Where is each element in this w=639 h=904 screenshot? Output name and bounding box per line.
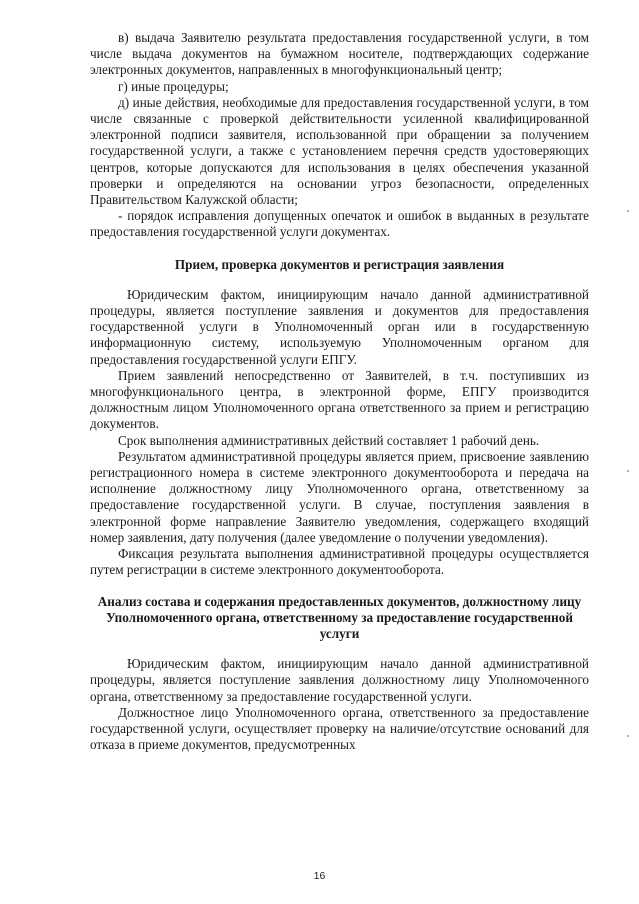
section-heading-reception: Прием, проверка документов и регистрация заявления — [174, 256, 505, 272]
paragraph-analysis-check: Должностное лицо Уполномоченного органа, ответственного за предоставление государственной услуги, осуществляет проверку на наличие/отсутствие оснований для отказа в приеме документов, предусмотренных — [90, 704, 589, 753]
paragraph-legal-fact: Юридическим фактом, инициирующим начало данной административной процедуры, является поступление заявления и документов для предоставления государственной услуги в Уполномоченный орган или в государственную информационную систему, используемую Уполномоченным органом для предоставления государственной услуги ЕПГУ. — [90, 286, 589, 367]
page-number: 16 — [313, 870, 326, 882]
paragraph-result: Результатом административной процедуры является прием, присвоение заявлению регистрационного номера в системе электронного документооборота и передача на исполнение должностному лицу Уполномоченного органа, ответственному за предоставление государственной услуги. В случае, поступления заявления в электронной форме направление Заявителю уведомления, содержащего входящий номер заявления, дату получения (далее уведомление о получении уведомления). — [90, 448, 589, 545]
paragraph-item-v: в) выдача Заявителю результата предоставления государственной услуги, в том числе выдача документов на бумажном носителе, подтверждающих содержание электронных документов, направленных в многофункциональный центр; — [90, 30, 589, 78]
scan-mark — [627, 470, 629, 472]
paragraph-reception: Прием заявлений непосредственно от Заявителей, в т.ч. поступивших из многофункционального центра, в электронной форме, ЕПГУ производится должностным лицом Уполномоченного органа ответственного за прием и регистрацию документов. — [90, 367, 589, 432]
section-heading-analysis: Анализ состава и содержания предоставленных документов, должностному лицу Уполномоченного органа, ответственному за предоставление государственной услуги — [97, 593, 582, 641]
scan-mark — [627, 735, 629, 737]
paragraph-deadline: Срок выполнения административных действий составляет 1 рабочий день. — [118, 432, 540, 448]
paragraph-item-g: г) иные процедуры; — [118, 78, 229, 94]
paragraph-fixation: Фиксация результата выполнения административной процедуры осуществляется путем регистрации в системе электронного документооборота. — [90, 546, 589, 578]
paragraph-analysis-fact: Юридическим фактом, инициирующим начало данной административной процедуры, является поступление заявления должностному лицу Уполномоченного органа, ответственному за предоставление государственной услуги. — [90, 656, 589, 704]
scan-mark — [627, 210, 629, 212]
paragraph-corrections: - порядок исправления допущенных опечаток и ошибок в выданных в результате предоставления государственной услуги документах. — [90, 208, 589, 240]
document-body — [90, 30, 589, 753]
paragraph-item-d: д) иные действия, необходимые для предоставления государственной услуги, в том числе связанные с проверкой действительности усиленной квалифицированной электронной подписи заявителя, использованной при обращении за получением государственной услуги, а также с установлением перечня средств удостоверяющих центров, которые допускаются для использования в целях обеспечения указанной проверки и определяются на основании угроз безопасности, определенных Правительством Калужской области; — [90, 94, 589, 208]
